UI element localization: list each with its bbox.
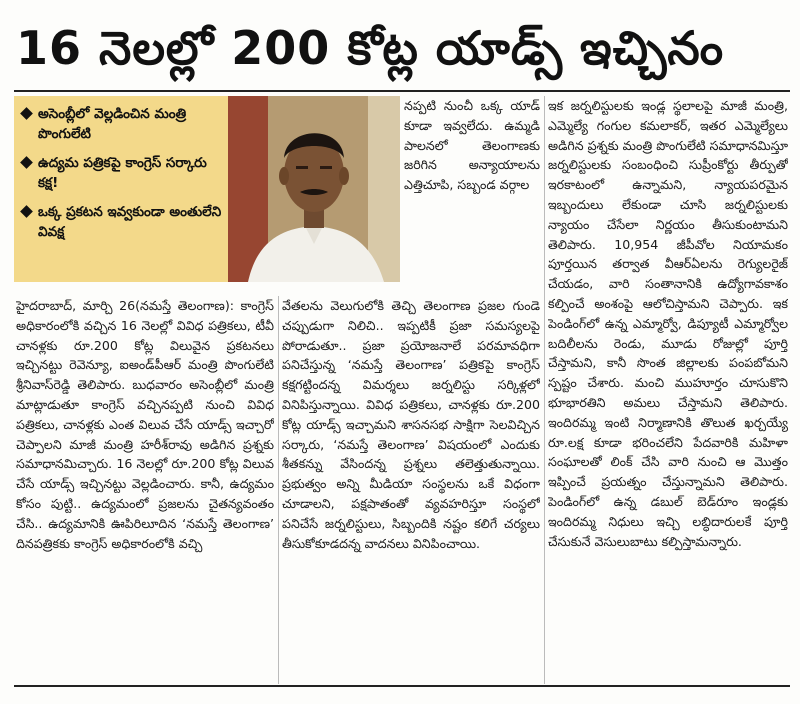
article-column-right bbox=[548, 96, 788, 684]
portrait-illustration bbox=[228, 96, 400, 282]
diamond-bullet-icon bbox=[20, 205, 33, 218]
headline: 16 నెలల్లో 200 కోట్ల యాడ్స్ ఇచ్చినం bbox=[16, 21, 725, 75]
highlight-item bbox=[20, 104, 222, 144]
diamond-bullet-icon bbox=[20, 156, 33, 169]
column-divider bbox=[544, 96, 545, 684]
article-text: వేతలను వెలుగులోకి తెచ్చి తెలంగాణ ప్రజల గుండె చప్పుడుగా నిలిచి.. ఇప్పటికీ ప్రజా సమస్యలపై పోరాడుతూ.. ప్రజా ప్రయోజనాలే పరమావధిగా పనిచేస్తున్న ‘నమస్తే తెలంగాణ’ పత్రికపై కాంగ్రెస్ కక్షగట్టిందన్న విమర్శలు జర్నలిస్టు సర్కిళ్లలో వినిపిస్తున్నాయి. వివిధ పత్రికలు, చానళ్లకు రూ.200 కోట్ల యాడ్స్ ఇచ్చామని శాసనసభ సాక్షిగా సెలవిచ్చిన సర్కారు, ‘నమస్తే తెలంగాణ’ విషయంలో ఎందుకు శీతకన్ను వేసిందన్న ప్రశ్నలు తలెత్తుతున్నాయి. ప్రభుత్వం అన్ని మీడియా సంస్థలను ఒకే విధంగా చూడాలని, పక్షపాతంతో వ్యవహరిస్తూ సంస్థలో పనిచేసే జర్నలిస్టులు, సిబ్బందికి నష్టం కలిగే చర్యలు తీసుకోకూడదన్న వాదనలు వినిపించాయి. bbox=[282, 298, 540, 551]
bottom-rule bbox=[14, 685, 790, 687]
article-text: నప్పటి నుంచీ ఒక్క యాడ్ కూడా ఇవ్వలేదు. ఉమ్మడి పాలనలో తెలంగాణకు జరిగిన అన్యాయాలను ఎత్తిచూపి, సబ్బండ వర్గాల bbox=[404, 98, 540, 193]
highlight-text: ఒక్క ప్రకటన ఇవ్వకుండా అంతులేని వివక్ష bbox=[38, 204, 222, 240]
highlights-list bbox=[20, 104, 222, 242]
diamond-bullet-icon bbox=[20, 107, 33, 120]
highlights-box bbox=[14, 96, 228, 282]
article-column-top bbox=[404, 96, 540, 294]
minister-portrait-icon bbox=[228, 96, 400, 282]
highlight-text: అసెంబ్లీలో వెల్లడించిన మంత్రి పొంగులేటి bbox=[38, 106, 187, 142]
headline-rule bbox=[14, 90, 790, 92]
highlight-item bbox=[20, 153, 222, 193]
article-text: ఇక జర్నలిస్టులకు ఇండ్ల స్థలాలపై మాజీ మంత్రి, ఎమ్మెల్యే గంగుల కమలాకర్, ఇతర ఎమ్మెల్యేలు అడిగిన ప్రశ్నకు మంత్రి పొంగులేటి సమాధానమిస్తూ జర్నలిస్టులకు సంబంధించి సుప్రీంకోర్టు తీర్పుతో ఇరకాటంలో ఉన్నామని, న్యాయపరమైన ఇబ్బందులు లేకుండా చూసి జర్నలిస్టులకు న్యాయం చేసేలా నిర్ణయం తీసుకుంటామని తెలిపారు. 10,954 జీపీవోల నియామకం పూర్తయిన తర్వాత వీఆర్‌ఏలను రెగ్యులరైజ్ చేయడం, వారి సంతానానికి ఉద్యోగావకాశం కల్పించే అంశంపై ఆలోచిస్తామని చెప్పారు. ఇక పెండింగ్‌లో ఉన్న ఎమ్మార్వో, డిప్యూటీ ఎమ్మార్వోల బదిలీలను రెండు, మూడు రోజుల్లో పూర్తి చేస్తామని, కానీ సొంత జిల్లాలకు పంపబోమని స్పష్టం చేశారు. మంచి ముహూర్తం చూసుకొని భూభారతిని అమలు చేస్తామని తెలిపారు. ఇందిరమ్మ ఇంటి నిర్మాణానికి తొలుత ఖర్చయ్యే రూ.లక్ష కూడా భరించలేని పేదవారికి మహిళా సంఘాలతో లింక్ చేసి వారి నుంచి ఆ మొత్తం ఇప్పించే ప్రయత్నం చేస్తున్నామని తెలిపారు. పెండింగ్‌లో ఉన్న డబుల్ బెడ్‌రూం ఇండ్లకు ఇందిరమ్మ నిధులు ఇచ్చి లబ్ధిదారులకే పూర్తి చేసుకునే వెసులుబాటు కల్పిస్తామన్నారు. bbox=[548, 98, 788, 549]
article-text: హైదరాబాద్, మార్చి 26(నమస్తే తెలంగాణ): కాంగ్రెస్ అధికారంలోకి వచ్చిన 16 నెలల్లో వివిధ పత్రికలు, టీవీ చానళ్లకు రూ.200 కోట్ల విలువైన ప్రకటనలు ఇచ్చినట్టు రెవెన్యూ, ఐఅండ్‌పీఆర్ మంత్రి పొంగులేటి శ్రీనివాస్‌రెడ్డి తెలిపారు. బుధవారం అసెంబ్లీలో మంత్రి మాట్లాడుతూ కాంగ్రెస్ వచ్చినప్పటి నుంచి వివిధ పత్రికలు, చానళ్లకు ఎంత విలువ చేసే యాడ్స్ ఇచ్చారో చెప్పాలని మాజీ మంత్రి హరీశ్‌రావు అడిగిన ప్రశ్నకు సమాధానమిచ్చారు. 16 నెలల్లో రూ.200 కోట్ల విలువ చేసే యాడ్స్ ఇచ్చినట్టు వెల్లడించారు. కానీ, ఉద్యమం కోసం పుట్టి.. ఉద్యమంలో ప్రజలను చైతన్యవంతం చేసి.. ఉద్యమానికి ఊపిరిలూదిన ‘నమస్తే తెలంగాణ’ దినపత్రికకు కాంగ్రెస్ అధికారంలోకి వచ్చి bbox=[16, 298, 274, 551]
highlight-text: ఉద్యమ పత్రికపై కాంగ్రెస్ సర్కారు కక్ష! bbox=[38, 155, 207, 191]
column-divider bbox=[278, 296, 279, 684]
highlight-item bbox=[20, 202, 222, 242]
article-column-middle bbox=[282, 296, 540, 684]
article-column-left bbox=[16, 296, 274, 684]
